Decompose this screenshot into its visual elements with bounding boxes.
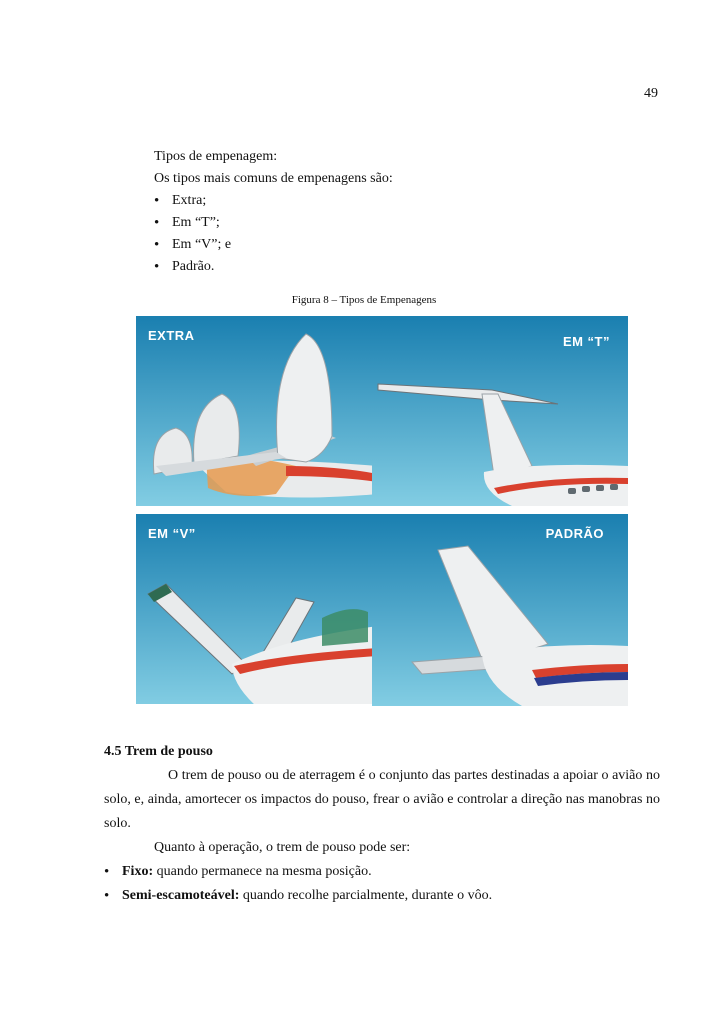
- panel-label-standard: PADRÃO: [545, 526, 604, 541]
- panel-standard: [372, 514, 628, 706]
- v-tail-illustration: [136, 514, 378, 704]
- panel-t-tail: [372, 316, 628, 506]
- list-item-desc: quando permanece na mesma posição.: [153, 864, 372, 879]
- intro-lead: Os tipos mais comuns de empenagens são:: [154, 171, 393, 186]
- triple-tail-illustration: [136, 316, 378, 506]
- list-item-term: Fixo:: [122, 864, 154, 879]
- intro-heading: Tipos de empenagem:: [154, 149, 278, 164]
- list-item: • Extra;: [154, 190, 393, 212]
- section-paragraph: O trem de pouso ou de aterragem é o conjunto das partes destinadas a apoiar o avião no solo, e, ainda, amortecer os impactos do pouso, frear o avião e controlar a direção nas manobras no solo.: [104, 768, 660, 831]
- empennage-list: [154, 190, 393, 278]
- list-item-term: Semi-escamoteável:: [122, 888, 240, 903]
- figure-caption: Figura 8 – Tipos de Empenagens: [291, 294, 437, 306]
- list-item: [104, 860, 660, 884]
- intro-block: [154, 146, 393, 278]
- list-item-desc: quando recolhe parcialmente, durante o vôo.: [239, 888, 493, 903]
- section-title: 4.5 Trem de pouso: [104, 744, 213, 759]
- panel-extra: [136, 316, 378, 506]
- panel-v-tail: [136, 514, 378, 704]
- list-item: [104, 884, 660, 908]
- landing-gear-section: [104, 740, 660, 908]
- list-item: • Em “T”;: [154, 212, 393, 234]
- panel-label-t: EM “T”: [562, 334, 610, 349]
- standard-tail-illustration: [372, 514, 628, 706]
- landing-gear-list: [104, 860, 660, 908]
- list-item: • Padrão.: [154, 256, 393, 278]
- section-paragraph: Quanto à operação, o trem de pouso pode ser:: [154, 840, 411, 855]
- panel-label-v: EM “V”: [148, 526, 196, 541]
- empennage-figure: [136, 316, 628, 706]
- panel-label-extra: EXTRA: [148, 328, 195, 343]
- page-number: 49: [644, 86, 658, 101]
- list-item: • Em “V”; e: [154, 234, 393, 256]
